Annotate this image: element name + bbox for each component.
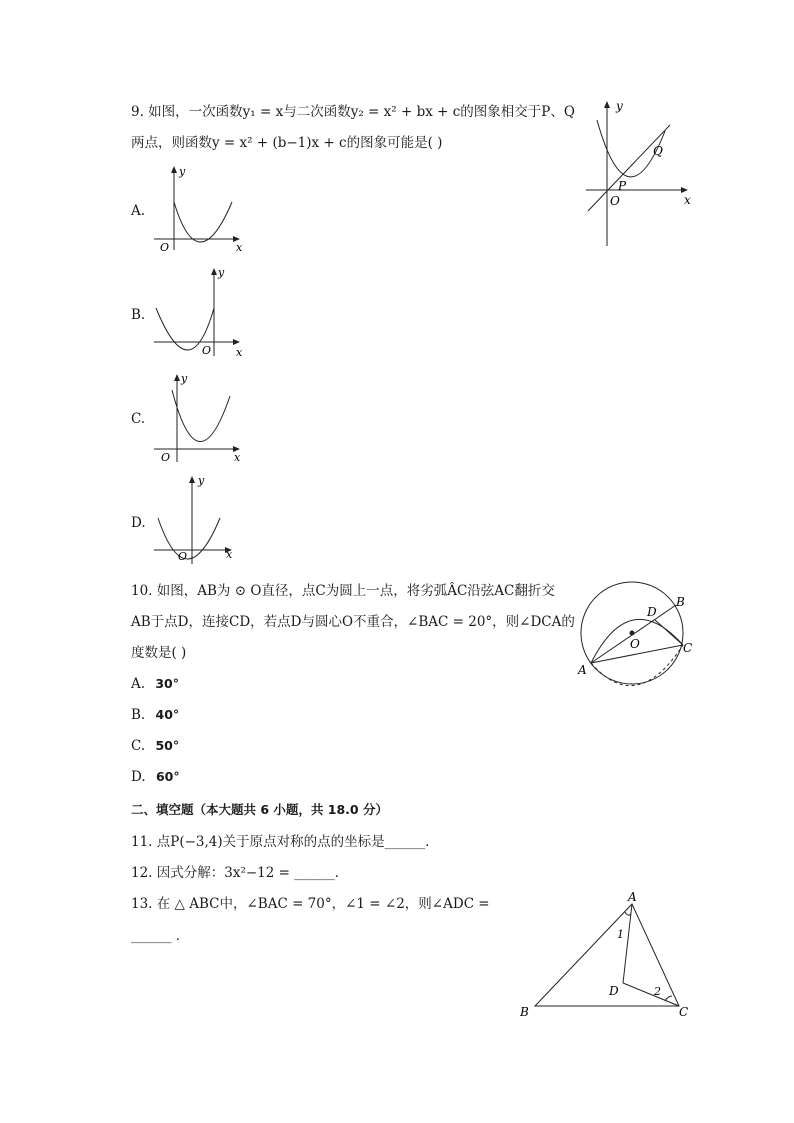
q9-b-label-y: y xyxy=(218,266,225,279)
q9-a-label-y: y xyxy=(179,165,186,178)
q10-segment-cd xyxy=(655,620,683,645)
q9-option-a-graph[interactable] xyxy=(150,162,250,254)
q9-option-c-letter[interactable]: C. xyxy=(131,411,146,427)
q13-label-b: B xyxy=(520,1005,529,1019)
q10-label-a: A xyxy=(578,663,587,677)
q9-c-label-o: O xyxy=(161,451,171,464)
q9-d-label-x: x xyxy=(226,548,233,561)
q11-text: 11. 点P(−3,4)关于原点对称的点的坐标是______． xyxy=(131,834,439,850)
q13-segment-dc xyxy=(623,983,679,1006)
q9-a-parabola xyxy=(174,202,232,242)
q9-main-label-q: Q xyxy=(653,144,663,158)
q9-b-x-arrow xyxy=(233,339,240,345)
q10-label-o: O xyxy=(630,637,640,651)
q10-line3: 度数是( ) xyxy=(131,645,187,661)
q9-main-label-x: x xyxy=(684,193,691,207)
q10-option-b-text: 40° xyxy=(155,707,180,722)
q9-option-b-letter[interactable]: B. xyxy=(131,307,146,323)
q12-text: 12. 因式分解：3x²−12 = ______． xyxy=(131,865,349,881)
q10-option-d[interactable] xyxy=(131,769,180,785)
q9-main-label-o: O xyxy=(610,194,620,208)
q9-d-y-arrow xyxy=(189,476,195,483)
q9-c-y-arrow xyxy=(174,374,180,381)
q10-label-d: D xyxy=(647,605,657,619)
q10-center-dot xyxy=(630,631,635,636)
q9-option-a-letter[interactable]: A. xyxy=(131,203,146,219)
q10-option-c-letter: C. xyxy=(131,738,146,754)
q10-option-b-letter: B. xyxy=(131,707,146,723)
q13-line2: ______ ． xyxy=(131,928,190,944)
q9-option-d-letter[interactable]: D. xyxy=(131,515,146,531)
q13-label-2: 2 xyxy=(654,985,661,998)
section2-title: 二、填空题（本大题共 6 小题，共 18.0 分） xyxy=(131,802,388,817)
q10-line1: 10. 如图，AB为 ⊙ O直径，点C为圆上一点，将劣弧ÂC沿弦AC翻折交 xyxy=(131,583,555,599)
q10-circle-figure xyxy=(570,576,700,696)
q9-b-label-x: x xyxy=(236,346,243,359)
q9-c-label-y: y xyxy=(181,372,188,385)
q13-angle2-arc xyxy=(665,996,672,1001)
q9-main-y-arrow xyxy=(604,101,610,108)
q9-main-figure xyxy=(580,98,695,248)
q9-b-label-o: O xyxy=(202,344,212,357)
q10-option-c-text: 50° xyxy=(155,738,180,753)
q9-a-label-o: O xyxy=(160,241,170,254)
q9-b-y-arrow xyxy=(211,268,217,275)
q9-main-label-p: P xyxy=(618,179,627,193)
q10-option-d-text: 60° xyxy=(155,769,180,784)
q13-label-c: C xyxy=(679,1005,689,1019)
q13-triangle-figure xyxy=(515,892,695,1022)
q9-d-label-y: y xyxy=(198,474,205,487)
q10-line2: AB于点D，连接CD，若点D与圆心O不重合，∠BAC = 20°，则∠DCA的 xyxy=(131,614,575,630)
q9-line-y-equals-x xyxy=(588,125,670,211)
q10-option-a-letter: A. xyxy=(131,676,146,692)
q10-option-c[interactable] xyxy=(131,738,179,754)
q13-label-1: 1 xyxy=(617,928,624,941)
q9-c-parabola xyxy=(172,390,230,442)
q9-option-b-graph[interactable] xyxy=(150,264,250,360)
q10-option-a-text: 30° xyxy=(155,676,179,691)
q9-c-label-x: x xyxy=(234,451,241,464)
q9-d-parabola xyxy=(158,518,220,559)
q10-option-a[interactable] xyxy=(131,676,179,692)
q10-option-d-letter: D. xyxy=(131,769,146,785)
q13-label-a: A xyxy=(628,890,637,904)
q9-line2: 两点，则函数y = x² + (b−1)x + c的图象可能是( ) xyxy=(131,135,443,151)
q13-line1: 13. 在 △ ABC中，∠BAC = 70°，∠1 = ∠2，则∠ADC = xyxy=(131,896,490,912)
q9-option-d-graph[interactable] xyxy=(150,472,250,568)
q13-label-d: D xyxy=(609,984,619,998)
q9-d-label-o: O xyxy=(178,550,188,563)
q9-main-label-y: y xyxy=(616,99,623,113)
q9-line1: 9. 如图，一次函数y₁ = x与二次函数y₂ = x² + bx + c的图象相交于P、Q xyxy=(131,104,575,120)
q9-option-c-graph[interactable] xyxy=(150,370,250,466)
q10-label-c: C xyxy=(683,641,693,655)
q13-segment-ad xyxy=(623,904,632,983)
q10-option-b[interactable] xyxy=(131,707,179,723)
q13-angle1-arc xyxy=(625,912,631,915)
q9-a-y-arrow xyxy=(171,166,177,173)
q10-original-arc-dashed xyxy=(591,645,683,686)
q10-label-b: B xyxy=(676,595,685,609)
q9-a-label-x: x xyxy=(236,241,243,254)
